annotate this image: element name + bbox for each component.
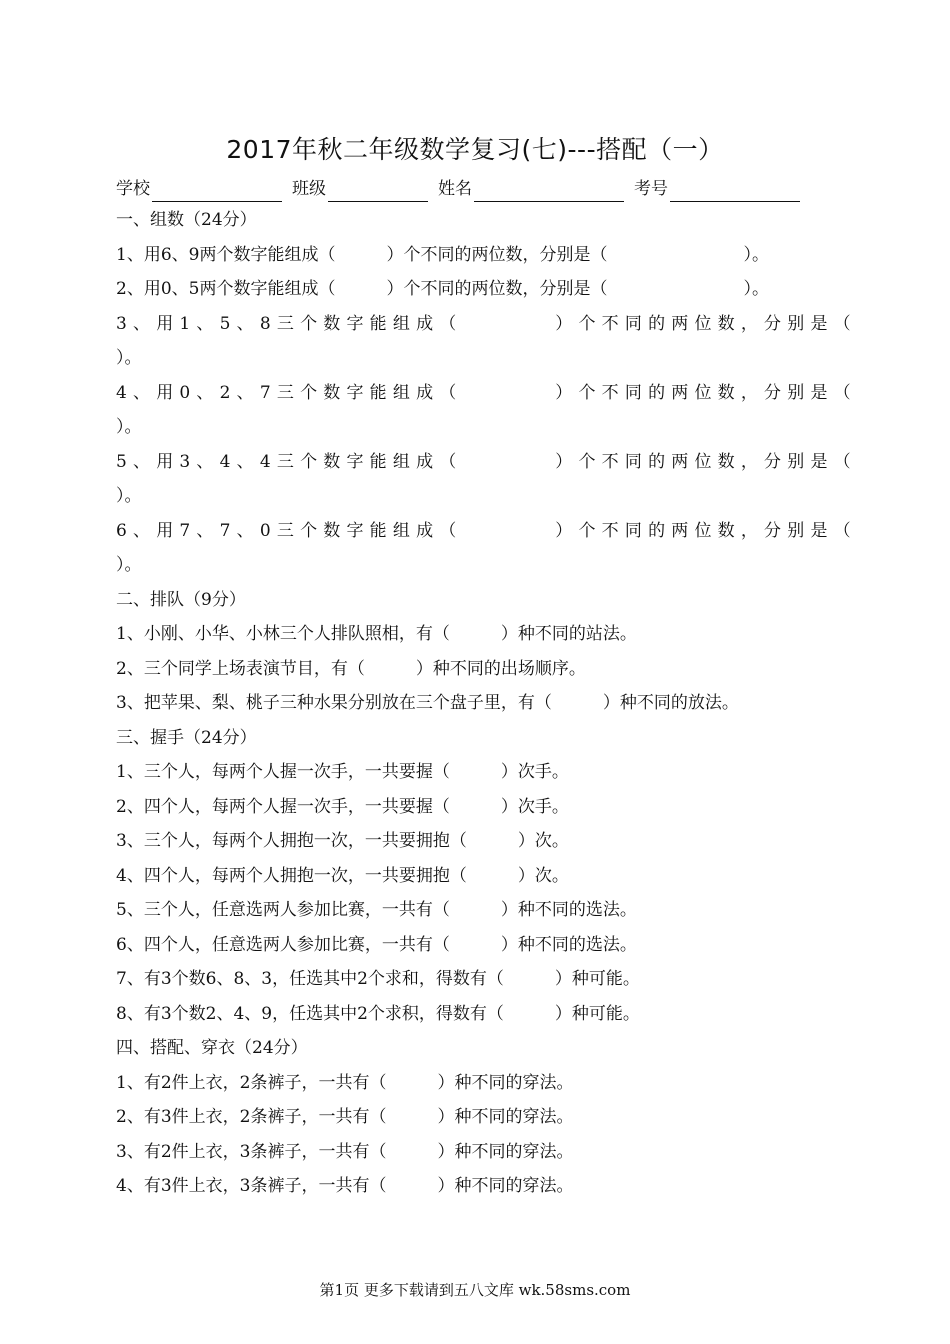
section-heading-1: 一、组数（24分） — [116, 210, 257, 230]
exam-number-label: 考号 — [634, 179, 668, 199]
question-line: 3、三个人，每两个人拥抱一次，一共要拥抱（ ）次。 — [116, 831, 569, 851]
page-footer: 第1页 更多下载请到五八文库 wk.58sms.com — [319, 1281, 631, 1299]
school-label: 学校 — [116, 179, 150, 199]
question-line: 6、四个人，任意选两人参加比赛，一共有（ ）种不同的选法。 — [116, 934, 637, 955]
school-blank[interactable] — [152, 181, 282, 202]
worksheet-content — [116, 203, 856, 1204]
class-field — [292, 176, 428, 202]
question-line: 7、有3个数6、8、3，任选其中2个求和，得数有（ ）种可能。 — [116, 969, 640, 989]
exam-number-field — [634, 176, 800, 202]
class-label: 班级 — [292, 179, 326, 199]
section-heading-2: 二、排队（9分） — [116, 589, 246, 610]
question-line: 3、把苹果、梨、桃子三种水果分别放在三个盘子里，有（ ）种不同的放法。 — [116, 693, 739, 713]
name-label: 姓名 — [438, 179, 472, 199]
question-line: 4、四个人，每两个人拥抱一次，一共要拥抱（ ）次。 — [116, 865, 569, 886]
question-line: 5、三个人，任意选两人参加比赛，一共有（ ）种不同的选法。 — [116, 900, 637, 920]
question-line: 2、三个同学上场表演节目，有（ ）种不同的出场顺序。 — [116, 658, 586, 679]
question-line: 3、用1、5、8三个数字能组成（ ）个不同的两位数，分别是（ — [116, 313, 857, 334]
question-line: 1、用6、9两个数字能组成（ ）个不同的两位数，分别是（ ）。 — [116, 244, 769, 265]
question-line: 3、有2件上衣，3条裤子，一共有（ ）种不同的穿法。 — [116, 1141, 574, 1162]
name-field — [438, 176, 624, 202]
class-blank[interactable] — [328, 181, 428, 202]
page-title: 2017年秋二年级数学复习(七)---搭配（一） — [226, 135, 724, 164]
question-line: 2、四个人，每两个人握一次手，一共要握（ ）次手。 — [116, 796, 569, 817]
question-line: 2、用0、5两个数字能组成（ ）个不同的两位数，分别是（ ）。 — [116, 279, 769, 299]
exam-number-blank[interactable] — [670, 181, 800, 202]
question-line: 6、用7、7、0三个数字能组成（ ）个不同的两位数，分别是（ — [116, 520, 857, 541]
question-line: 4、有3件上衣，3条裤子，一共有（ ）种不同的穿法。 — [116, 1176, 574, 1196]
section-heading-3: 三、握手（24分） — [116, 727, 257, 748]
question-line: 2、有3件上衣，2条裤子，一共有（ ）种不同的穿法。 — [116, 1107, 574, 1127]
question-line-continuation: ）。 — [116, 486, 142, 506]
student-info-row — [116, 172, 810, 202]
section-heading-4: 四、搭配、穿衣（24分） — [116, 1038, 308, 1058]
question-line: 4、用0、2、7三个数字能组成（ ）个不同的两位数，分别是（ — [116, 382, 857, 403]
question-line: 1、有2件上衣，2条裤子，一共有（ ）种不同的穿法。 — [116, 1072, 574, 1093]
question-line: 1、小刚、小华、小林三个人排队照相，有（ ）种不同的站法。 — [116, 624, 637, 644]
question-line: 8、有3个数2、4、9，任选其中2个求积，得数有（ ）种可能。 — [116, 1003, 640, 1024]
question-line-continuation: ）。 — [116, 555, 142, 575]
question-line: 1、三个人，每两个人握一次手，一共要握（ ）次手。 — [116, 762, 569, 782]
name-blank[interactable] — [474, 181, 624, 202]
question-line-continuation: ）。 — [116, 417, 142, 437]
question-line: 5、用3、4、4三个数字能组成（ ）个不同的两位数，分别是（ — [116, 451, 857, 472]
school-field — [116, 176, 282, 202]
question-line-continuation: ）。 — [116, 348, 142, 368]
